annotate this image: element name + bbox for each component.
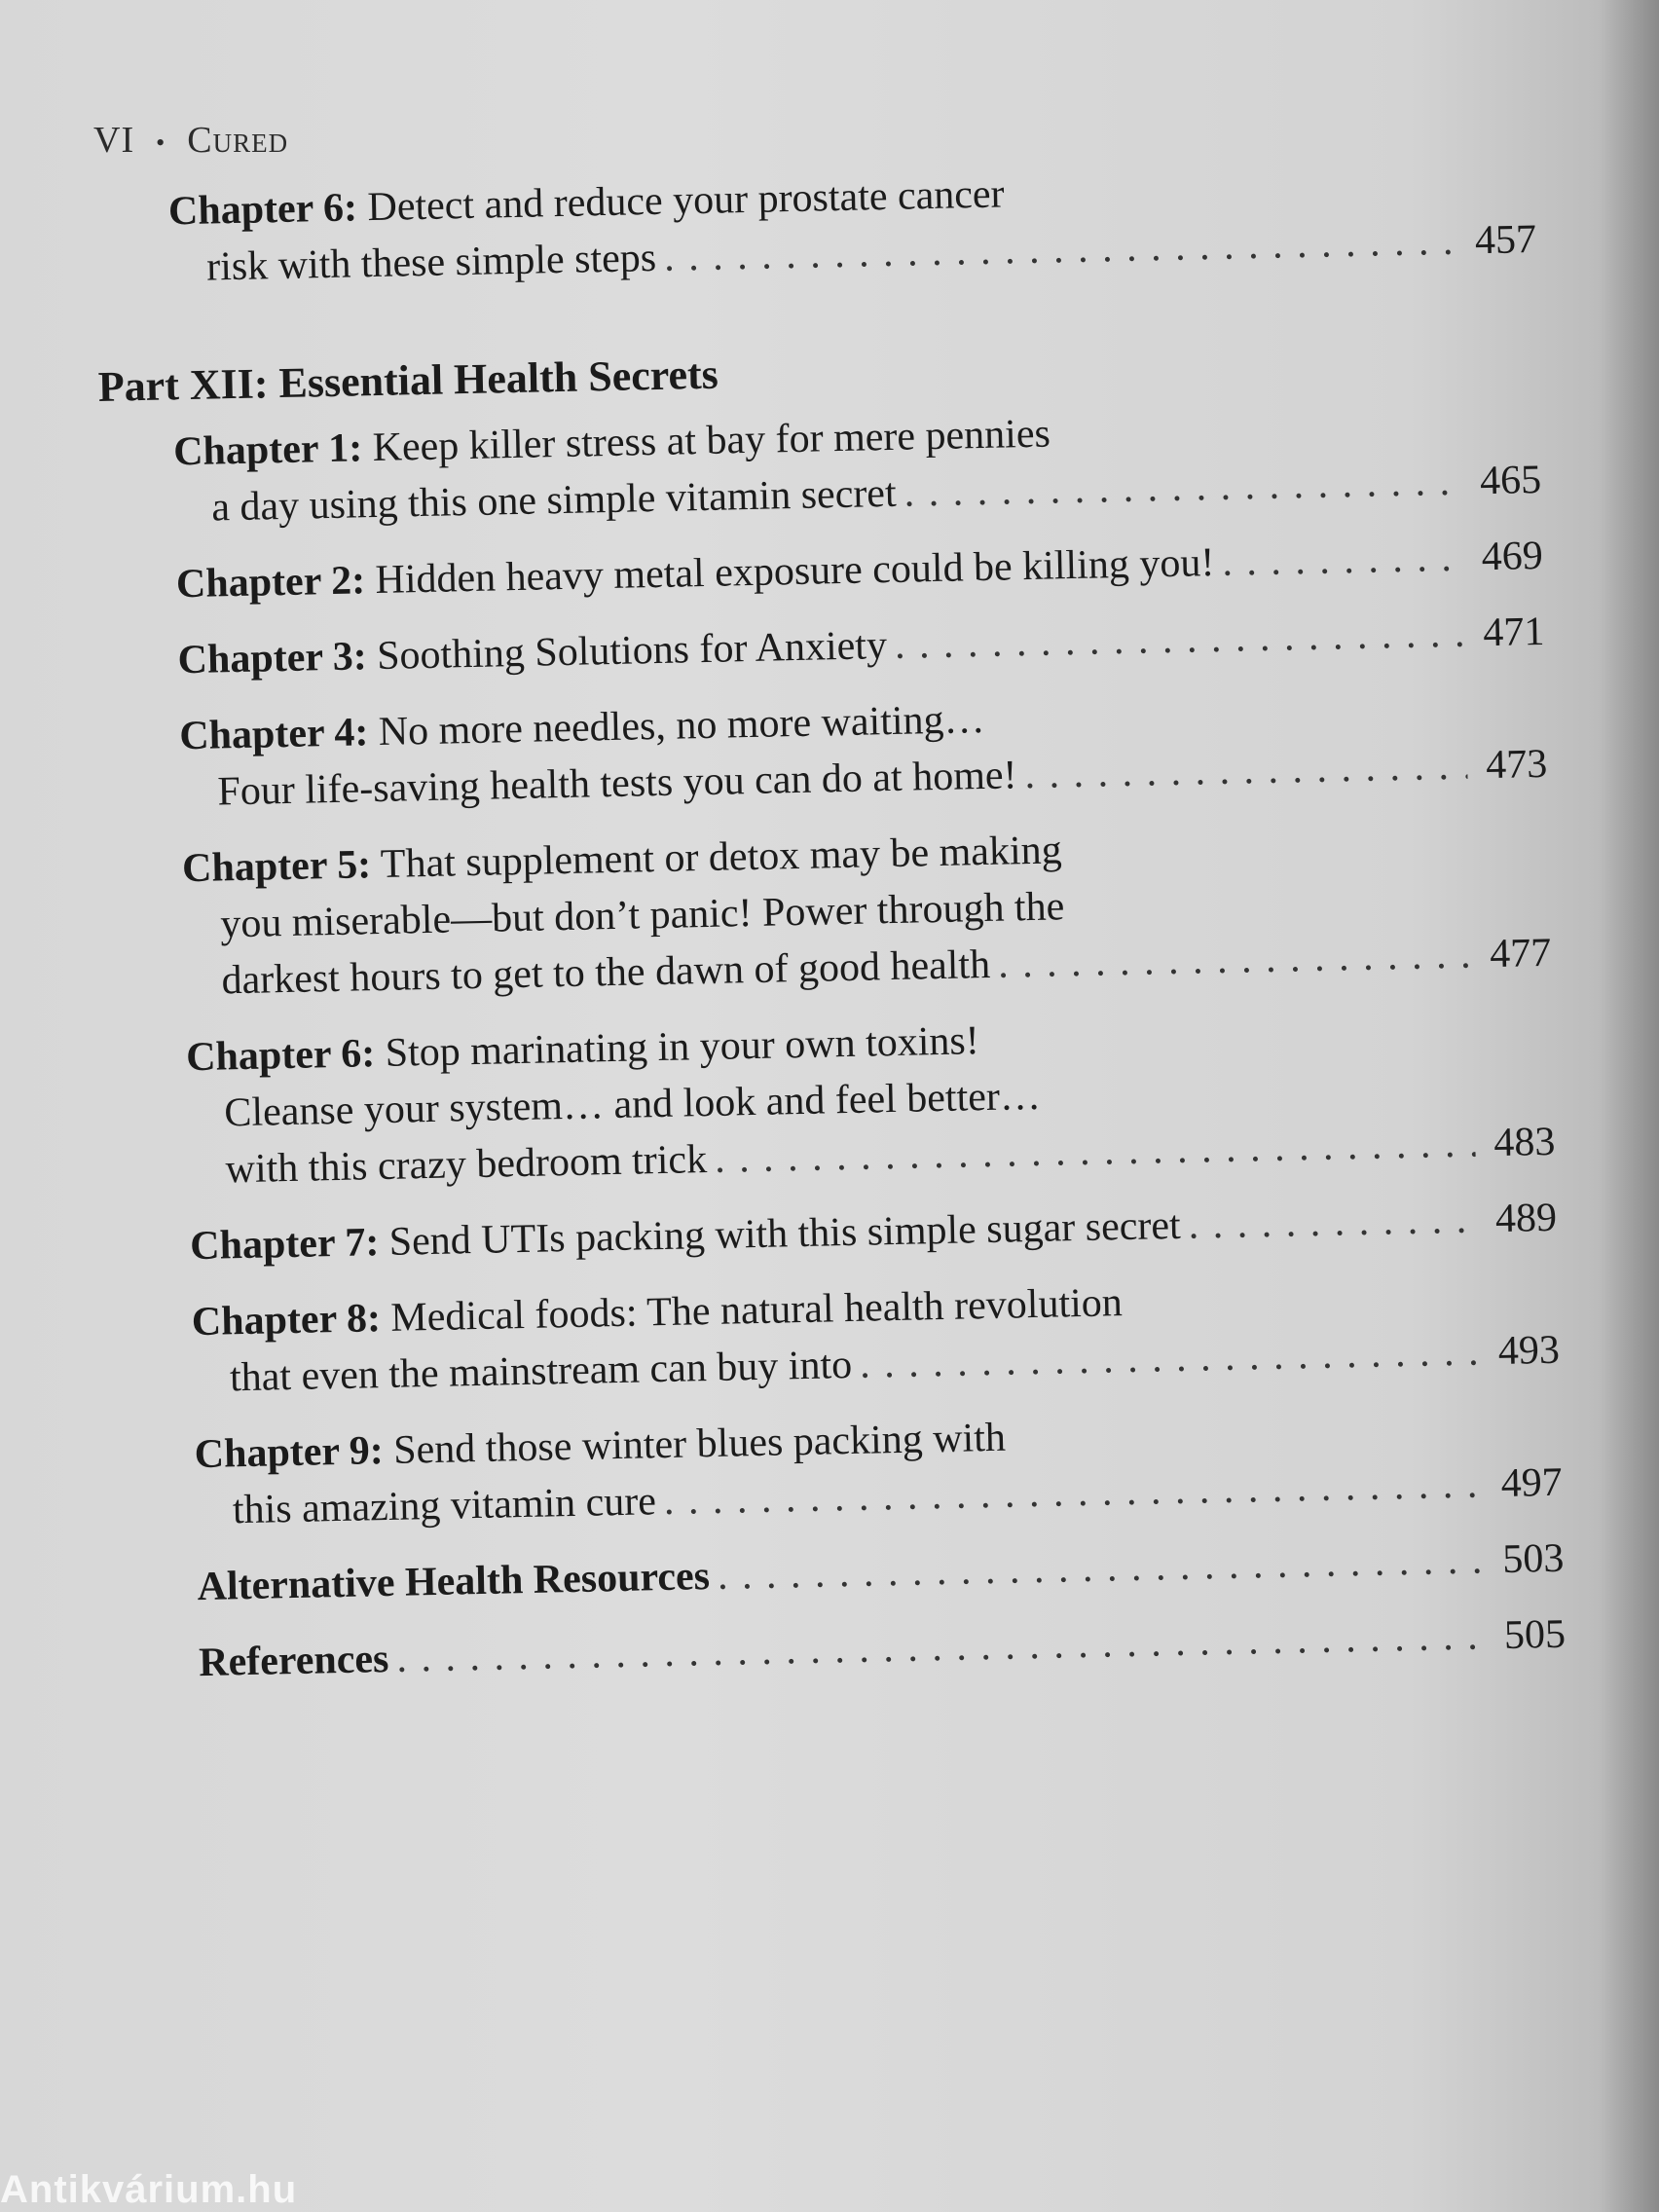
chapter-title-line2: a day using this one simple vitamin secret <box>210 470 898 531</box>
toc-entry-chapter-7 <box>190 1190 1558 1274</box>
chapter-label: Chapter 6: <box>167 185 358 235</box>
dot-leader <box>396 1607 1487 1686</box>
page-number: 473 <box>1485 741 1548 789</box>
toc-entry-alternative-health-resources <box>197 1530 1565 1615</box>
chapter-title-line1: Send those winter blues packing with <box>392 1415 1007 1473</box>
toc-entry-chapter-6 <box>186 1001 1556 1198</box>
chapter-title-line2: Cleanse your system… and look and feel better… <box>223 1073 1042 1136</box>
page-number: 469 <box>1481 533 1544 580</box>
part-heading: Part XII: Essential Health Secrets <box>97 350 719 411</box>
chapter-title-line1: No more needles, no more waiting… <box>378 696 985 755</box>
dot-leader <box>1222 530 1464 591</box>
dot-leader <box>717 1531 1485 1604</box>
chapter-title-line1: Keep killer stress at bay for mere pennies <box>372 411 1051 471</box>
page-edge-shadow <box>1601 0 1659 2212</box>
chapter-title-line1: Stop marinating in your own toxins! <box>385 1018 980 1076</box>
toc-entry-chapter-5 <box>182 812 1552 1010</box>
page-number: 477 <box>1489 930 1552 977</box>
chapter-label: Chapter 1: <box>172 425 363 475</box>
dot-leader <box>1024 738 1468 804</box>
watermark: Antikvárium.hu <box>0 2168 298 2211</box>
toc-entry-prev-chapter-6 <box>167 155 1536 296</box>
dot-leader <box>1188 1191 1478 1253</box>
toc-entry-chapter-4 <box>179 680 1548 821</box>
entry-title: References <box>198 1636 389 1686</box>
page-number: 489 <box>1494 1195 1558 1242</box>
chapter-title-line3: with this crazy bedroom trick <box>225 1137 708 1193</box>
dot-leader <box>860 1323 1481 1392</box>
page-number: 471 <box>1482 608 1545 656</box>
header-separator: • <box>156 129 166 158</box>
toc-entry-chapter-1 <box>173 395 1542 536</box>
toc-entry-chapter-9 <box>194 1398 1563 1539</box>
chapter-label: Chapter 6: <box>185 1031 376 1081</box>
dot-leader <box>894 606 1465 674</box>
running-header <box>93 119 288 162</box>
chapter-title-line1: Hidden heavy metal exposure could be killing you! <box>375 539 1215 604</box>
chapter-label: Chapter 3: <box>177 634 368 683</box>
entry-title: Alternative Health Resources <box>197 1554 711 1610</box>
toc-entry-chapter-8 <box>191 1266 1560 1407</box>
chapter-label: Chapter 4: <box>178 710 369 759</box>
page-number: 493 <box>1497 1327 1561 1375</box>
chapter-title-line2: Four life-saving health tests you can do at home! <box>217 753 1017 815</box>
book-title: Cured <box>187 120 289 161</box>
chapter-title-line1: Medical foods: The natural health revolution <box>389 1280 1124 1341</box>
chapter-title-line1: Send UTIs packing with this simple sugar secret <box>388 1202 1182 1265</box>
dot-leader <box>903 454 1462 522</box>
chapter-title-line2: this amazing vitamin cure <box>232 1479 657 1533</box>
page-number: 457 <box>1474 216 1537 264</box>
toc-entry-chapter-2 <box>175 528 1543 612</box>
toc-entry-references <box>199 1606 1567 1691</box>
chapter-label: Chapter 7: <box>189 1220 380 1270</box>
chapter-title-line1: Soothing Solutions for Anxiety <box>376 623 888 680</box>
chapter-label: Chapter 5: <box>181 842 372 892</box>
chapter-title-line3: darkest hours to get to the dawn of good health <box>221 941 991 1004</box>
page-number: 505 <box>1503 1611 1567 1658</box>
chapter-title-line1: Detect and reduce your prostate cancer <box>367 171 1005 231</box>
page-label: VI <box>93 120 135 161</box>
chapter-title-line1: That supplement or detox may be making <box>380 828 1063 887</box>
page-number: 497 <box>1500 1459 1564 1507</box>
page-number: 465 <box>1479 457 1542 504</box>
chapter-title-line2: risk with these simple steps <box>205 235 657 290</box>
page-number: 483 <box>1493 1119 1556 1166</box>
page-number: 503 <box>1501 1535 1565 1582</box>
chapter-label: Chapter 9: <box>194 1428 385 1478</box>
chapter-label: Chapter 2: <box>175 558 366 608</box>
chapter-title-line2: that even the mainstream can buy into <box>229 1342 853 1401</box>
dot-leader <box>997 927 1471 993</box>
toc-entry-chapter-3 <box>177 604 1545 688</box>
chapter-label: Chapter 8: <box>191 1296 382 1346</box>
chapter-title-line2: you miserable—but don’t panic! Power through the <box>219 884 1065 947</box>
table-of-contents <box>93 135 1567 1713</box>
